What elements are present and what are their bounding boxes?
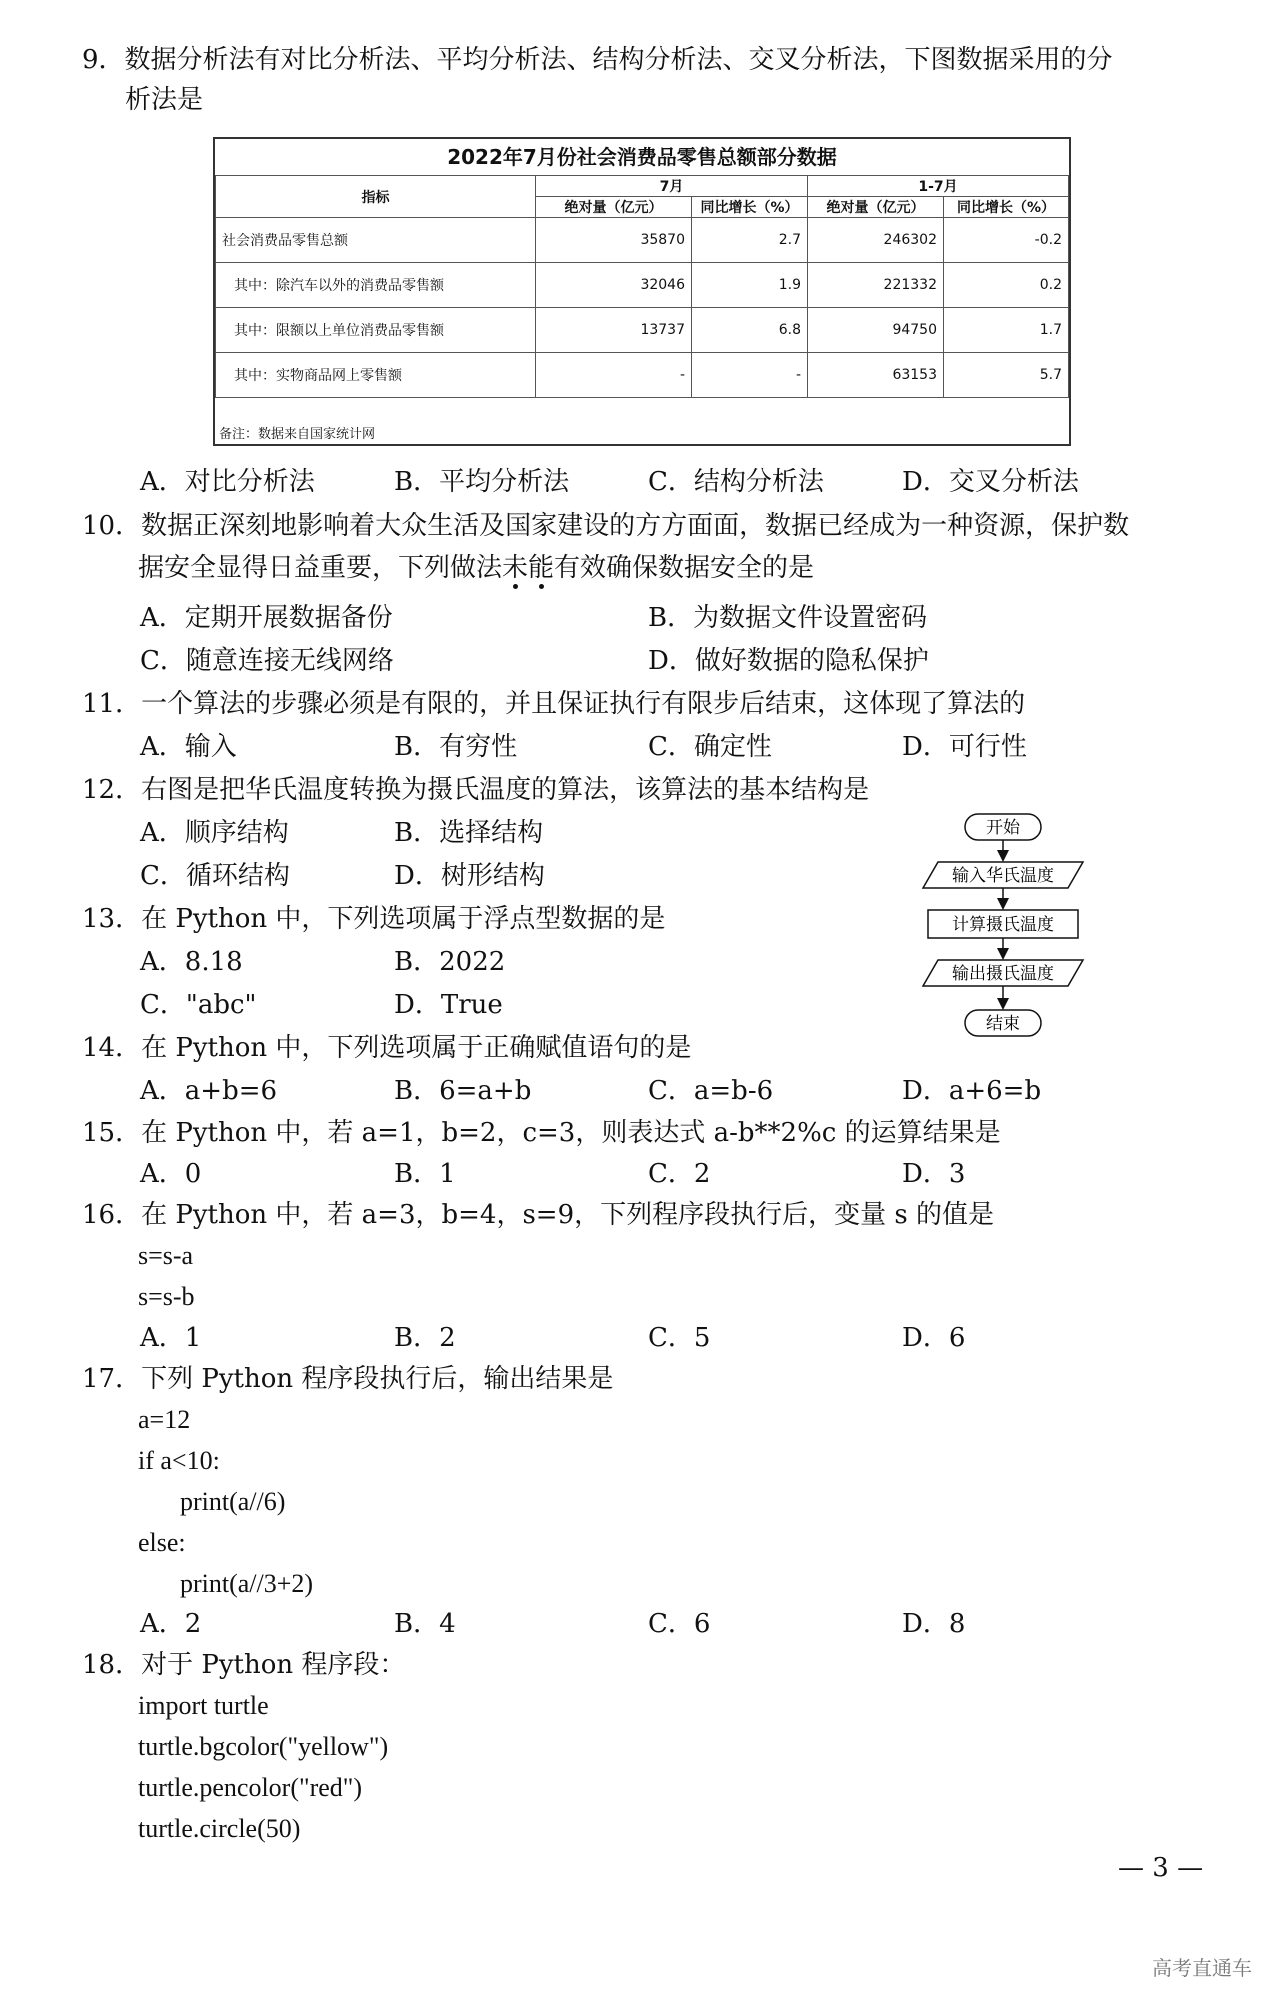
q12-stem: 12．右图是把华氏温度转换为摄氏温度的算法，该算法的基本结构是 [82, 775, 870, 805]
q9-stem-cont: 析法是 [125, 85, 204, 115]
q11-option-b[interactable]: B．有穷性 [394, 732, 518, 762]
data-table [215, 175, 1069, 398]
q15-option-b[interactable]: B．1 [394, 1159, 456, 1189]
cell: 2.7 [692, 218, 808, 263]
svg-text:计算摄氏温度: 计算摄氏温度 [952, 915, 1054, 935]
q18-code-line: turtle.circle(50) [138, 1814, 301, 1843]
q14-option-b[interactable]: B．6=a+b [394, 1076, 532, 1106]
q10-stem-cont: 据安全显得日益重要，下列做法未能有效确保数据安全的是 [138, 553, 815, 583]
indicator-header: 指标 [216, 176, 536, 218]
q12-option-c[interactable]: C．循环结构 [140, 861, 290, 891]
q10-option-a[interactable]: A．定期开展数据备份 [140, 603, 393, 633]
cell: 32046 [536, 263, 692, 308]
emphasis-dot: 未 [502, 553, 529, 583]
q11-option-c[interactable]: C．确定性 [648, 732, 772, 762]
cell: 1.7 [944, 308, 1069, 353]
q12-option-b[interactable]: B．选择结构 [394, 818, 544, 848]
q17-option-d[interactable]: D．8 [902, 1609, 966, 1639]
q17-code-line: else: [138, 1528, 186, 1557]
q17-option-a[interactable]: A．2 [140, 1609, 202, 1639]
sub-header: 绝对量（亿元） [808, 197, 944, 218]
q10-option-c[interactable]: C．随意连接无线网络 [140, 646, 394, 676]
q9-option-b[interactable]: B．平均分析法 [394, 467, 570, 497]
q18-code-line: turtle.pencolor("red") [138, 1773, 363, 1802]
q11-number: 11． [82, 689, 142, 719]
q15-option-a[interactable]: A．0 [140, 1159, 202, 1189]
cell: 1.9 [692, 263, 808, 308]
q14-option-d[interactable]: D．a+6=b [902, 1076, 1042, 1106]
svg-text:结束: 结束 [986, 1014, 1020, 1034]
table-row [216, 353, 1069, 398]
q16-option-a[interactable]: A．1 [140, 1323, 202, 1353]
q17-code-line: print(a//3+2) [180, 1569, 314, 1598]
q13-option-b[interactable]: B．2022 [394, 947, 506, 977]
q16-code-line: s=s-a [138, 1241, 194, 1270]
q17-option-c[interactable]: C．6 [648, 1609, 711, 1639]
q16-option-d[interactable]: D．6 [902, 1323, 966, 1353]
svg-text:输出摄氏温度: 输出摄氏温度 [952, 964, 1054, 984]
q11-stem: 11．一个算法的步骤必须是有限的，并且保证执行有限步后结束，这体现了算法的 [82, 689, 1026, 719]
group-header-july: 7月 [536, 176, 808, 197]
row-label: 其中：限额以上单位消费品零售额 [216, 308, 536, 353]
row-label: 其中：除汽车以外的消费品零售额 [216, 263, 536, 308]
cell: 94750 [808, 308, 944, 353]
q16-stem: 16．在 Python 中，若 a=3，b=4，s=9，下列程序段执行后，变量 s 的值是 [82, 1200, 995, 1230]
q18-code-line: import turtle [138, 1691, 269, 1720]
q10-option-d[interactable]: D．做好数据的隐私保护 [648, 646, 929, 676]
q13-number: 13． [82, 904, 142, 934]
q16-option-b[interactable]: B．2 [394, 1323, 456, 1353]
flowchart-start [965, 814, 1041, 840]
q17-code-line: print(a//6) [180, 1487, 286, 1516]
table-note: 备注：数据来自国家统计网 [219, 427, 376, 442]
q12-option-a[interactable]: A．顺序结构 [140, 818, 289, 848]
q9-option-a[interactable]: A．对比分析法 [140, 467, 315, 497]
q10-number: 10． [82, 511, 142, 541]
temperature-flowchart [918, 812, 1088, 1052]
sub-header: 同比增长（%） [944, 197, 1069, 218]
q17-option-b[interactable]: B．4 [394, 1609, 456, 1639]
table-row [216, 308, 1069, 353]
svg-text:开始: 开始 [986, 818, 1020, 838]
watermark-text: 高考直通车 [1152, 1956, 1252, 1980]
q9-stem: 9．数据分析法有对比分析法、平均分析法、结构分析法、交叉分析法，下图数据采用的分 [82, 45, 1113, 75]
q17-number: 17． [82, 1364, 142, 1394]
q13-option-c[interactable]: C．"abc" [140, 990, 257, 1020]
q12-option-d[interactable]: D．树形结构 [394, 861, 545, 891]
q14-stem: 14．在 Python 中，下列选项属于正确赋值语句的是 [82, 1033, 692, 1063]
cell: 35870 [536, 218, 692, 263]
sub-header: 绝对量（亿元） [536, 197, 692, 218]
page-number: — 3 — [1118, 1853, 1204, 1883]
cell: -0.2 [944, 218, 1069, 263]
q15-stem: 15．在 Python 中，若 a=1，b=2，c=3，则表达式 a-b**2%c 的运算结果是 [82, 1118, 1001, 1148]
group-header-jan-jul: 1-7月 [808, 176, 1069, 197]
q12-number: 12． [82, 775, 142, 805]
flowchart-input [923, 862, 1083, 888]
q14-option-c[interactable]: C．a=b-6 [648, 1076, 774, 1106]
q15-option-d[interactable]: D．3 [902, 1159, 966, 1189]
q11-option-d[interactable]: D．可行性 [902, 732, 1027, 762]
q17-code-line: a=12 [138, 1405, 191, 1434]
q13-stem: 13．在 Python 中，下列选项属于浮点型数据的是 [82, 904, 666, 934]
q15-number: 15． [82, 1118, 142, 1148]
sub-header: 同比增长（%） [692, 197, 808, 218]
q10-option-b[interactable]: B．为数据文件设置密码 [648, 603, 928, 633]
q16-code-line: s=s-b [138, 1282, 195, 1311]
q14-option-a[interactable]: A．a+b=6 [140, 1076, 278, 1106]
cell: - [692, 353, 808, 398]
q9-number: 9． [82, 45, 125, 75]
q11-option-a[interactable]: A．输入 [140, 732, 237, 762]
q17-stem: 17．下列 Python 程序段执行后，输出结果是 [82, 1364, 614, 1394]
cell: 246302 [808, 218, 944, 263]
row-label: 其中：实物商品网上零售额 [216, 353, 536, 398]
cell: 63153 [808, 353, 944, 398]
q16-number: 16． [82, 1200, 142, 1230]
table-title: 2022年7月份社会消费品零售总额部分数据 [215, 139, 1069, 176]
q16-option-c[interactable]: C．5 [648, 1323, 711, 1353]
q9-option-c[interactable]: C．结构分析法 [648, 467, 824, 497]
q13-option-d[interactable]: D．True [394, 990, 503, 1020]
q10-stem: 10．数据正深刻地影响着大众生活及国家建设的方方面面，数据已经成为一种资源，保护数 [82, 511, 1130, 541]
q14-number: 14． [82, 1033, 142, 1063]
q18-code-line: turtle.bgcolor("yellow") [138, 1732, 389, 1761]
table-row [216, 218, 1069, 263]
row-label: 社会消费品零售总额 [216, 218, 536, 263]
cell: - [536, 353, 692, 398]
table-row [216, 263, 1069, 308]
retail-sales-table [213, 137, 1071, 446]
flowchart-end [965, 1010, 1041, 1036]
q17-code-line: if a<10: [138, 1446, 220, 1475]
cell: 6.8 [692, 308, 808, 353]
q9-option-d[interactable]: D．交叉分析法 [902, 467, 1079, 497]
flowchart-process [928, 910, 1078, 938]
cell: 0.2 [944, 263, 1069, 308]
svg-text:输入华氏温度: 输入华氏温度 [952, 866, 1054, 886]
cell: 13737 [536, 308, 692, 353]
emphasis-dot: 能 [528, 553, 555, 583]
q18-stem: 18．对于 Python 程序段： [82, 1650, 406, 1680]
q18-number: 18． [82, 1650, 142, 1680]
flowchart-output [923, 960, 1083, 986]
q13-option-a[interactable]: A．8.18 [140, 947, 243, 977]
cell: 221332 [808, 263, 944, 308]
cell: 5.7 [944, 353, 1069, 398]
q15-option-c[interactable]: C．2 [648, 1159, 711, 1189]
